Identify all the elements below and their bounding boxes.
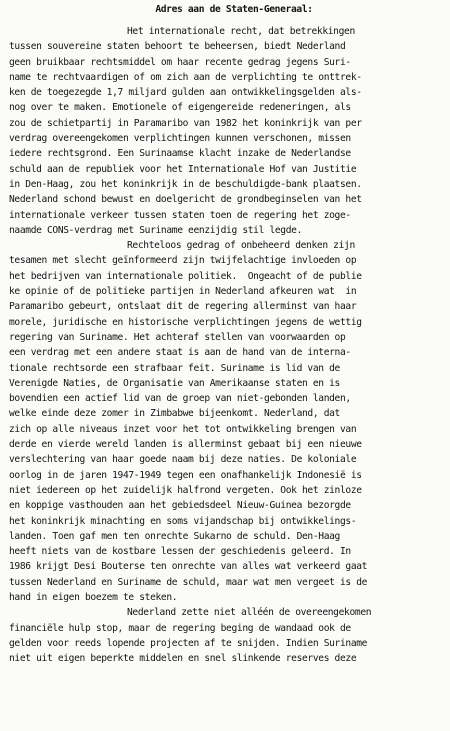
text-line: Verenigde Naties, de Organisatie van Amerikaanse staten en is — [9, 377, 340, 389]
text-line: een verdrag met een andere staat is aan de hand van de interna- — [9, 347, 351, 359]
text-line: bovendien een actief lid van de groep van niet-gebonden landen, — [9, 393, 351, 405]
text-line: ken de toegezegde 1,7 miljard gulden aan ontwikkelingsgelden als- — [9, 87, 362, 99]
text-line: derde en vierde wereld landen is allerminst gebaat bij een nieuwe — [9, 439, 362, 451]
paragraph-3 — [9, 605, 445, 666]
text-line: tesamen met slecht geïnformeerd zijn twijfelachtige invloeden op — [9, 255, 357, 267]
text-line: zich op alle niveaus inzet voor het tot ontwikkeling brengen van — [9, 423, 357, 435]
text-line: Rechteloos gedrag of onbeheerd denken zijn — [127, 240, 355, 252]
text-line: financiële hulp stop, maar de regering beging de wandaad ook de — [9, 622, 351, 634]
document-body — [9, 24, 445, 666]
text-line: iedere rechtsgrond. Een Surinaamse klacht inzake de Nederlandse — [9, 148, 351, 160]
text-line: tussen souvereine staten behoort te beheersen, biedt Nederland — [9, 41, 346, 53]
text-line: Nederland zette niet alléén de overeengekomen — [127, 607, 372, 619]
text-line: tussen Nederland en Suriname de schuld, maar wat men vergeet is de — [9, 576, 368, 588]
text-line: in Den-Haag, zou het koninkrijk in de beschuldigde-bank plaatsen. — [9, 178, 362, 190]
text-line: Nederland schond bewust en doelgericht de grondbeginselen van het — [9, 194, 362, 206]
text-line: heeft niets van de kostbare lessen der geschiedenis geleerd. In — [9, 546, 351, 558]
text-line: niet iedereen op het zuidelijk halfrond vergeten. Ook het zinloze — [9, 484, 362, 496]
text-line: Het internationale recht, dat betrekkingen — [127, 26, 355, 37]
text-line: morele, juridische en historische verplichtingen jegens de wettig — [9, 316, 362, 328]
text-line: het koninkrijk minachting en soms vijandschap bij ontwikkelings- — [9, 515, 357, 527]
document-title: Adres aan de Staten-Generaal: — [155, 4, 313, 15]
text-line: zou de schietpartij in Paramaribo van 1982 het koninkrijk van per — [9, 117, 362, 129]
text-line: gelden voor reeds lopende projecten af te snijden. Indien Suriname — [9, 637, 368, 649]
paragraph-1 — [9, 24, 445, 238]
text-line: nog over te maken. Emotionele of eigengereide redeneringen, als — [9, 102, 351, 114]
text-line: ke opinie of de politieke partijen in Nederland afkeuren wat in — [9, 286, 357, 298]
text-line: name te rechtvaardigen of om zich aan de verplichting te onttrek- — [9, 71, 362, 83]
text-line: oorlog in de jaren 1947-1949 tegen een onafhankelijk Indonesië is — [9, 469, 362, 481]
text-line: geen bruikbaar rechtsmiddel om haar recente gedrag jegens Suri- — [9, 56, 351, 68]
text-line: verslechtering van haar goede naam bij deze naties. De koloniale — [9, 454, 357, 466]
text-line: niet uit eigen beperkte middelen en snel slinkende reserves deze — [9, 653, 357, 665]
text-line: Paramaribo gebeurt, ontslaat dit de regering allerminst van haar — [9, 301, 357, 313]
text-line: regering van Suriname. Het achteraf stellen van voorwaarden op — [9, 331, 346, 343]
text-line: en koppige vasthouden aan het gebiedsdeel Nieuw-Guinea bezorgde — [9, 500, 351, 512]
text-line: naamde CONS-verdrag met Suriname eenzijdig stil legde. — [9, 224, 303, 236]
text-line: verdrag overeengekomen verplichtingen kunnen verschonen, missen — [9, 133, 351, 145]
text-line: landen. Toen gaf men ten onrechte Sukarno de schuld. Den-Haag — [9, 530, 340, 542]
text-line: welke einde deze zomer in Zimbabwe bijeenkomt. Nederland, dat — [9, 408, 340, 420]
text-line: tionale rechtsorde een strafbaar feit. Suriname is lid van de — [9, 362, 340, 374]
text-line: schuld aan de republiek voor het Internationale Hof van Justitie — [9, 163, 357, 175]
text-line: 1986 krijgt Desi Bouterse ten onrechte van alles wat verkeerd gaat — [9, 561, 368, 573]
text-line: internationale verkeer tussen staten toen de regering het zoge- — [9, 209, 351, 221]
text-line: hand in eigen boezem te steken. — [9, 591, 178, 603]
paragraph-2 — [9, 238, 445, 605]
text-line: het bedrijven van internationale politiek. Ongeacht of de publie — [9, 270, 362, 282]
